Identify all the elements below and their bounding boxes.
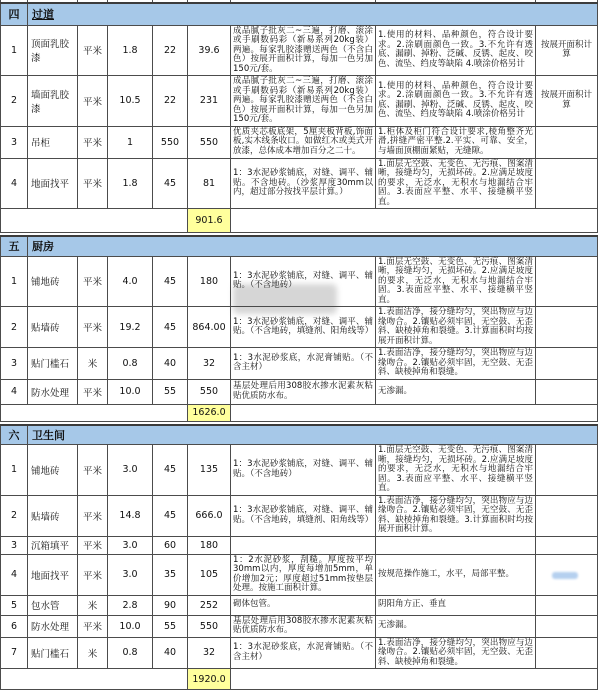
row-index: 4 bbox=[1, 379, 28, 404]
unit-cell: 米 bbox=[78, 595, 108, 615]
quantity-cell: 10.0 bbox=[108, 379, 153, 404]
quantity-cell: 1.8 bbox=[108, 158, 153, 209]
item-name: 贴门槛石 bbox=[28, 348, 78, 380]
note-cell: 按展开面积计算 bbox=[536, 76, 598, 127]
quantity-cell: 3.0 bbox=[108, 554, 153, 595]
standard-cell: 1.面层无空鼓、无变色、无污痕、图案清晰，接缝均匀，无损坏砖。2.应满足坡度的要求，无泛水，无积水与地漏结合牢固。3.表面应平整、水平、接缝横平竖直。 bbox=[376, 158, 536, 209]
note-cell bbox=[536, 615, 598, 637]
row-index: 3 bbox=[1, 348, 28, 380]
process-cell: 1：3水泥砂浆底，水泥膏铺贴。（不含主材） bbox=[231, 637, 376, 669]
item-name: 铺地砖 bbox=[28, 256, 78, 307]
item-name: 吊柜 bbox=[28, 126, 78, 158]
watermark-smudge bbox=[233, 284, 337, 314]
section-number: 六 bbox=[1, 425, 28, 445]
unit-price-cell: 45 bbox=[153, 307, 188, 348]
note-cell bbox=[536, 445, 598, 496]
quantity-cell: 10.0 bbox=[108, 615, 153, 637]
row-index: 1 bbox=[1, 445, 28, 496]
subtotal-amount: 901.6 bbox=[188, 209, 231, 233]
standard-cell: 1.面层无空鼓、无变色、无污痕、图案清晰，接缝均匀，无损坏砖。2.应满足坡度的要求，无泛水，无积水与地漏结合牢固。3.表面应平整、水平、接缝横平竖直。 bbox=[376, 256, 536, 307]
row-index: 4 bbox=[1, 158, 28, 209]
process-cell: 成品腻子批灰二~三遍，打磨、滚涂或手刷数码彩（新易系列20kg装）两遍。每家乳胶漆赠送两色（不含白色）按展开面积计算，每加一色另加150元/套。 bbox=[231, 25, 376, 76]
note-cell bbox=[536, 637, 598, 669]
unit-price-cell: 22 bbox=[153, 25, 188, 76]
note-cell: 按展开面积计算 bbox=[536, 25, 598, 76]
note-cell bbox=[536, 126, 598, 158]
subtotal-amount: 1920.0 bbox=[188, 669, 231, 690]
unit-cell: 平米 bbox=[78, 495, 108, 536]
item-name: 沉箱填平 bbox=[28, 536, 78, 554]
amount-cell: 105 bbox=[188, 554, 231, 595]
process-cell: 1：2水泥砂浆，刮糙。厚度按平均30mm以内，厚度每增加5mm，单价增加2元；厚度超过51mm按垫层处理。按施工面积计算。 bbox=[231, 554, 376, 595]
subtotal-right-spacer bbox=[231, 209, 598, 233]
item-name: 顶面乳胶漆 bbox=[28, 25, 78, 76]
section-title: 过道 bbox=[28, 3, 598, 25]
quantity-cell: 3.0 bbox=[108, 536, 153, 554]
quantity-cell: 1.8 bbox=[108, 25, 153, 76]
process-cell: 1：3水泥砂浆铺底，对缝、调平、辅贴。（不含地砖，填缝剂、阳角线等） bbox=[231, 307, 376, 348]
unit-cell: 米 bbox=[78, 348, 108, 380]
subtotal-amount: 1626.0 bbox=[188, 404, 231, 421]
unit-cell: 平米 bbox=[78, 126, 108, 158]
note-cell bbox=[536, 536, 598, 554]
amount-cell: 666.0 bbox=[188, 495, 231, 536]
unit-cell: 平米 bbox=[78, 25, 108, 76]
item-name: 铺地砖 bbox=[28, 445, 78, 496]
watermark-dot bbox=[552, 572, 578, 579]
process-cell bbox=[231, 536, 376, 554]
standard-cell: 阴阳角方正、垂直 bbox=[376, 595, 536, 615]
section-title: 卫生间 bbox=[28, 425, 598, 445]
quantity-cell: 14.8 bbox=[108, 495, 153, 536]
row-index: 5 bbox=[1, 595, 28, 615]
standard-cell: 按规范操作施工，水平，局部平整。 bbox=[376, 554, 536, 595]
amount-cell: 180 bbox=[188, 536, 231, 554]
amount-cell: 32 bbox=[188, 637, 231, 669]
standard-cell bbox=[376, 536, 536, 554]
row-index: 2 bbox=[1, 76, 28, 127]
row-index: 3 bbox=[1, 536, 28, 554]
note-cell bbox=[536, 348, 598, 380]
item-name: 地面找平 bbox=[28, 554, 78, 595]
amount-cell: 550 bbox=[188, 126, 231, 158]
row-index: 1 bbox=[1, 256, 28, 307]
process-cell: 砌体包管。 bbox=[231, 595, 376, 615]
process-cell: 1：3水泥砂浆铺底，对缝、调平、辅贴。（不含地砖） bbox=[231, 445, 376, 496]
subtotal-right-spacer bbox=[231, 404, 598, 421]
note-cell bbox=[536, 379, 598, 404]
note-cell bbox=[536, 307, 598, 348]
unit-price-cell: 60 bbox=[153, 536, 188, 554]
unit-price-cell: 45 bbox=[153, 256, 188, 307]
subtotal-right-spacer bbox=[231, 669, 598, 690]
row-index: 4 bbox=[1, 554, 28, 595]
note-cell bbox=[536, 158, 598, 209]
unit-cell: 平米 bbox=[78, 554, 108, 595]
quantity-cell: 0.8 bbox=[108, 637, 153, 669]
amount-cell: 231 bbox=[188, 76, 231, 127]
unit-cell: 米 bbox=[78, 637, 108, 669]
row-index: 3 bbox=[1, 126, 28, 158]
subtotal-left-spacer bbox=[1, 669, 188, 690]
standard-cell: 1.表面洁净，接分缝均匀，突出物应与边缘吻合。2.镶贴必须牢固，无空鼓、无歪斜、缺棱掉角和裂缝。 bbox=[376, 348, 536, 380]
row-index: 6 bbox=[1, 615, 28, 637]
unit-cell: 平米 bbox=[78, 379, 108, 404]
item-name: 贴门槛石 bbox=[28, 637, 78, 669]
quantity-cell: 4.0 bbox=[108, 256, 153, 307]
standard-cell: 1.使用的材料、品种颜色，符合设计要求。2.涂刷面颜色一致。3.不允许有透底、漏刷、掉粉、泛碱、反锈、起皮、咬色、流坠、绉皮等缺陷 4.喷涂价格另计 bbox=[376, 25, 536, 76]
process-cell: 1：3水泥砂浆铺底，对缝、调平、辅贴。（不含地砖，填缝剂、阳角线等） bbox=[231, 495, 376, 536]
row-index: 7 bbox=[1, 637, 28, 669]
unit-price-cell: 550 bbox=[153, 126, 188, 158]
process-cell: 成品腻子批灰二~三遍，打磨、滚涂或手刷数码彩（新易系列20kg装）两遍。每家乳胶漆赠送两色（不含白色）按展开面积计算，每加一色另加150元/套。 bbox=[231, 76, 376, 127]
standard-cell: 无渗漏。 bbox=[376, 379, 536, 404]
table-body bbox=[1, 0, 598, 690]
unit-cell: 平米 bbox=[78, 158, 108, 209]
note-cell bbox=[536, 595, 598, 615]
unit-price-cell: 55 bbox=[153, 379, 188, 404]
row-index: 2 bbox=[1, 307, 28, 348]
unit-cell: 平米 bbox=[78, 76, 108, 127]
section-number: 五 bbox=[1, 236, 28, 256]
item-name: 地面找平 bbox=[28, 158, 78, 209]
quantity-cell: 19.2 bbox=[108, 307, 153, 348]
quantity-cell: 10.5 bbox=[108, 76, 153, 127]
row-index: 1 bbox=[1, 25, 28, 76]
process-cell: 基层处理后用308胶水掺水泥素灰粘贴优质防水布。 bbox=[231, 379, 376, 404]
unit-price-cell: 45 bbox=[153, 495, 188, 536]
unit-price-cell: 35 bbox=[153, 554, 188, 595]
item-name: 防水处理 bbox=[28, 379, 78, 404]
unit-price-cell: 40 bbox=[153, 348, 188, 380]
process-cell: 1：3水泥砂浆铺底，对缝、调平、辅贴。（不含地砖） bbox=[231, 256, 376, 307]
unit-price-cell: 22 bbox=[153, 76, 188, 127]
process-cell: 基层处理后用308胶水掺水泥素灰粘贴优质防水布。 bbox=[231, 615, 376, 637]
note-cell bbox=[536, 256, 598, 307]
process-cell: 优质夹芯板底架，5厘夹板背板,饰面板,实木线条收口。如做红木或美式开放漆，总体成本增加百分之二十。 bbox=[231, 126, 376, 158]
unit-price-cell: 45 bbox=[153, 158, 188, 209]
unit-cell: 平米 bbox=[78, 536, 108, 554]
row-index: 2 bbox=[1, 495, 28, 536]
subtotal-left-spacer bbox=[1, 404, 188, 421]
item-name: 墙面乳胶漆 bbox=[28, 76, 78, 127]
subtotal-left-spacer bbox=[1, 209, 188, 233]
section-title: 厨房 bbox=[28, 236, 598, 256]
note-cell bbox=[536, 495, 598, 536]
amount-cell: 864.00 bbox=[188, 307, 231, 348]
unit-cell: 平米 bbox=[78, 615, 108, 637]
amount-cell: 32 bbox=[188, 348, 231, 380]
item-name: 防水处理 bbox=[28, 615, 78, 637]
quantity-cell: 3.0 bbox=[108, 445, 153, 496]
unit-cell: 平米 bbox=[78, 307, 108, 348]
amount-cell: 550 bbox=[188, 615, 231, 637]
unit-price-cell: 55 bbox=[153, 615, 188, 637]
standard-cell: 1.表面洁净，接分缝均匀，突出物应与边缘吻合。2.镶贴必须牢固，无空鼓、无歪斜、缺棱掉角和裂缝。 bbox=[376, 637, 536, 669]
standard-cell: 1.面层无空鼓、无变色、无污痕、图案清晰，接缝均匀，无损坏砖。2.应满足坡度的要求，无泛水，无积水与地漏结合牢固。3.表面应平整、水平、接缝横平竖直。 bbox=[376, 445, 536, 496]
standard-cell: 无渗漏。 bbox=[376, 615, 536, 637]
amount-cell: 550 bbox=[188, 379, 231, 404]
standard-cell: 1.柜体及柜门符合设计要求,棱角整齐光滑,拼缝严密平整.2.平实、可靠、安全，与墙面顶棚面紧贴，无缝隙。 bbox=[376, 126, 536, 158]
process-cell: 1：3水泥砂浆铺底，对缝、调平、辅贴。不含地砖。（沙浆厚度30mm以内，超过部分按找平层计算。） bbox=[231, 158, 376, 209]
unit-price-cell: 90 bbox=[153, 595, 188, 615]
item-name: 贴墙砖 bbox=[28, 307, 78, 348]
amount-cell: 180 bbox=[188, 256, 231, 307]
unit-price-cell: 40 bbox=[153, 637, 188, 669]
amount-cell: 39.6 bbox=[188, 25, 231, 76]
standard-cell: 1.使用的材料、品种颜色，符合设计要求。2.涂刷面颜色一致。3.不允许有透底、漏刷、掉粉、泛碱、反锈、起皮、咬色、流坠、绉皮等缺陷 4.喷涂价格另计 bbox=[376, 76, 536, 127]
quantity-cell: 2.8 bbox=[108, 595, 153, 615]
process-cell: 1：3水泥砂浆底，水泥膏铺贴。（不含主材） bbox=[231, 348, 376, 380]
section-number: 四 bbox=[1, 3, 28, 25]
quantity-cell: 1 bbox=[108, 126, 153, 158]
item-name: 包水管 bbox=[28, 595, 78, 615]
amount-cell: 252 bbox=[188, 595, 231, 615]
unit-cell: 平米 bbox=[78, 256, 108, 307]
standard-cell: 1.表面洁净，接分缝均匀，突出物应与边缘吻合。2.镶贴必须牢固，无空鼓、无歪斜、缺棱掉角和裂缝。3.计算面积时均按展开面积计算。 bbox=[376, 307, 536, 348]
amount-cell: 135 bbox=[188, 445, 231, 496]
unit-cell: 平米 bbox=[78, 445, 108, 496]
unit-price-cell: 45 bbox=[153, 445, 188, 496]
quantity-cell: 0.8 bbox=[108, 348, 153, 380]
amount-cell: 81 bbox=[188, 158, 231, 209]
standard-cell: 1.表面洁净，接分缝均匀，突出物应与边缘吻合。2.镶贴必须牢固，无空鼓、无歪斜、缺棱掉角和裂缝。3.计算面积时均按展开面积计算。 bbox=[376, 495, 536, 536]
item-name: 贴墙砖 bbox=[28, 495, 78, 536]
